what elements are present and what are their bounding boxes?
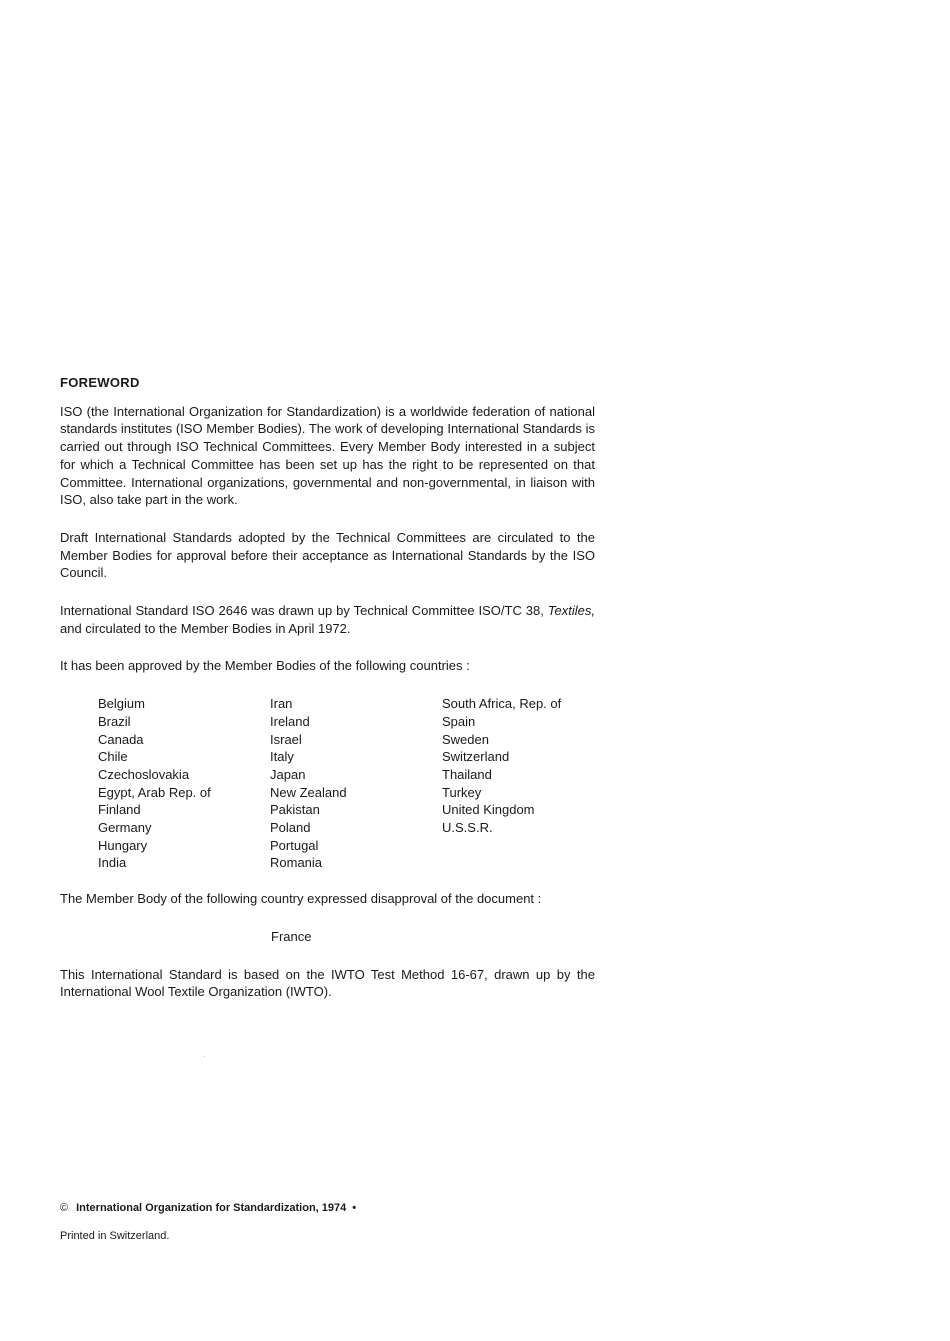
copyright-text: International Organization for Standardization, 1974	[76, 1202, 347, 1214]
committee-title-italic: Textiles,	[547, 603, 595, 619]
country-item: U.S.S.R.	[442, 820, 493, 836]
country-item: Egypt, Arab Rep. of	[98, 784, 211, 800]
country-item: Italy	[270, 749, 294, 765]
country-item: Belgium	[98, 696, 145, 712]
foreword-paragraph-iso-intro: ISO (the International Organization for Standardization) is a worldwide federation of national standards institutes (ISO Member Bodies). The work of developing International Standards is carried out through ISO Technical Committees. Every Member Body interested in a subject for which a Technical Committee has been set up has the right to be represented on that Committee. International organizations, governmental and non-governmental, in liaison with ISO, also take part in the work.	[60, 403, 595, 508]
country-item: Finland	[98, 802, 141, 818]
printed-in-line: Printed in Switzerland.	[60, 1230, 170, 1242]
country-item: Portugal	[270, 837, 319, 853]
country-item: Poland	[270, 820, 311, 836]
country-item: Iran	[270, 696, 293, 712]
country-item: Ireland	[270, 713, 310, 729]
copyright-line	[60, 1202, 356, 1214]
country-item: India	[98, 855, 127, 871]
scan-speck	[204, 1056, 205, 1057]
foreword-heading: FOREWORD	[60, 375, 140, 390]
country-item: United Kingdom	[442, 802, 535, 818]
copyright-symbol: ©	[60, 1202, 69, 1214]
country-item: Pakistan	[270, 802, 320, 818]
approving-countries-list	[98, 695, 595, 875]
country-item: Czechoslovakia	[98, 766, 190, 782]
countries-column-1	[98, 695, 211, 872]
foreword-paragraph-standard-origin	[60, 602, 595, 637]
country-item: Romania	[270, 855, 323, 871]
countries-column-3	[442, 695, 561, 837]
country-item: Israel	[270, 731, 302, 747]
country-item: Brazil	[98, 713, 131, 729]
country-item: Chile	[98, 749, 128, 765]
foreword-paragraph-draft-standards: Draft International Standards adopted by the Technical Committees are circulated to the Member Bodies for approval before their acceptance as International Standards by the ISO Council.	[60, 529, 595, 581]
disapproval-paragraph: The Member Body of the following country expressed disapproval of the document :	[60, 891, 542, 907]
country-item: Turkey	[442, 784, 482, 800]
standard-origin-text: International Standard ISO 2646 was drawn up by Technical Committee ISO/TC 38,	[60, 603, 548, 619]
bullet-icon: •	[352, 1202, 357, 1214]
basis-paragraph: This International Standard is based on the IWTO Test Method 16-67, drawn up by the International Wool Textile Organization (IWTO).	[60, 966, 595, 1000]
countries-column-2	[270, 695, 347, 872]
country-item: Japan	[270, 766, 306, 782]
country-item: South Africa, Rep. of	[442, 696, 562, 712]
country-item: Hungary	[98, 837, 148, 853]
country-item: Spain	[442, 713, 476, 729]
foreword-section	[60, 374, 595, 1001]
country-item: Germany	[98, 820, 152, 836]
disapproving-country: France	[271, 928, 312, 944]
standard-origin-text-end: and circulated to the Member Bodies in April 1972.	[60, 620, 351, 636]
country-item: Thailand	[442, 766, 492, 782]
country-item: Sweden	[442, 731, 489, 747]
country-item: New Zealand	[270, 784, 347, 800]
country-item: Switzerland	[442, 749, 510, 765]
approval-intro: It has been approved by the Member Bodies of the following countries :	[60, 658, 470, 674]
country-item: Canada	[98, 731, 144, 747]
